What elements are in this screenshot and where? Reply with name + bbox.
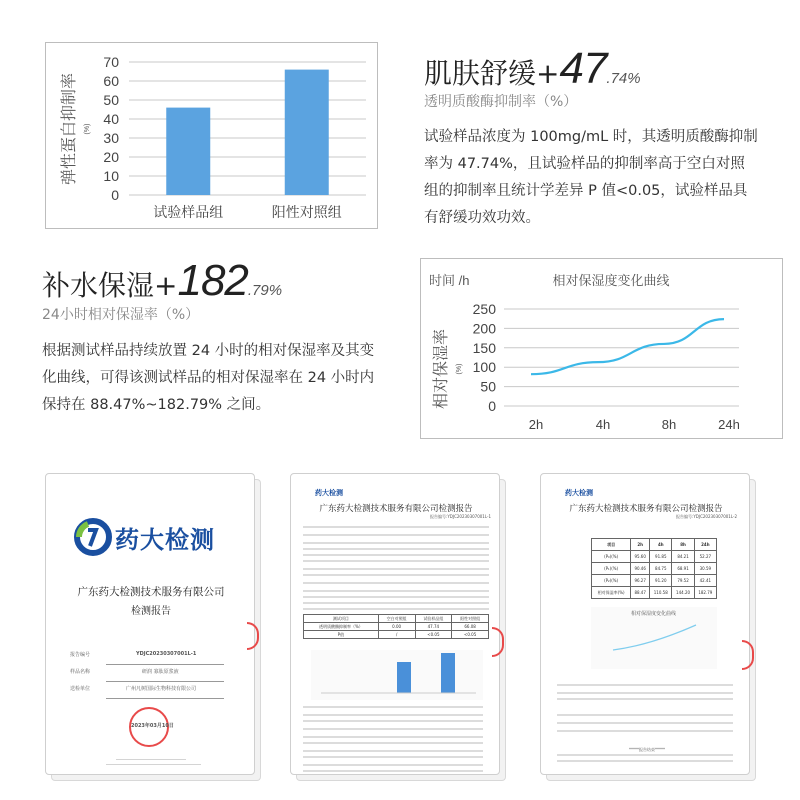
mini-bar-chart: [311, 650, 483, 700]
text-line: [557, 684, 733, 686]
table-cell: 测试项目: [304, 615, 379, 623]
y-tick-label: 200: [472, 320, 496, 337]
text-line: [557, 692, 733, 694]
text-line: [303, 720, 483, 722]
y-tick-label: 150: [472, 339, 496, 356]
divider: [106, 698, 224, 699]
text-line: [303, 596, 489, 598]
bar: [166, 108, 210, 195]
logo-mark-icon: [74, 518, 112, 556]
table-cell: 47.74: [415, 623, 452, 631]
text-line: [303, 750, 483, 752]
table-cell: 84.75: [650, 563, 672, 575]
field-label: 报告编号: [70, 652, 91, 658]
text-line: [303, 764, 483, 766]
table-cell: 阳性对照组: [452, 615, 489, 623]
table-cell: 30.59: [694, 563, 716, 575]
text-line: [303, 590, 489, 592]
table-cell: 96.27: [631, 575, 650, 587]
table-cell: 144.20: [672, 587, 694, 599]
footer-text: [106, 764, 201, 765]
text-line: [303, 742, 483, 744]
x-tick-label: 阳性对照组: [271, 204, 342, 220]
y-axis-label: 相对保湿率: [433, 328, 450, 410]
y-axis-unit: (%): [456, 363, 463, 375]
text-line: [303, 714, 483, 716]
table-cell: 52.27: [694, 551, 716, 563]
report-number: 报告编号:YDJC20230307001L-1: [430, 514, 491, 519]
mini-chart-title: 相对保湿度变化曲线: [631, 611, 677, 617]
text-line: [303, 706, 483, 708]
x-tick-label: 24h: [718, 417, 740, 432]
mini-line-chart: [591, 607, 717, 669]
results-table: [303, 614, 489, 639]
table-cell: 项目: [592, 539, 631, 551]
table-cell: (P₂)(%): [592, 575, 631, 587]
table-row: [592, 539, 717, 551]
table-row: [592, 575, 717, 587]
text-line: [557, 760, 733, 762]
table-cell: P值: [304, 631, 379, 639]
table-cell: (P₁)(%): [592, 563, 631, 575]
field-label: 样品名称: [70, 669, 91, 675]
report-title: 广东药大检测技术服务有限公司检测报告: [319, 504, 473, 514]
table-cell: 8h: [672, 539, 694, 551]
text-line: [303, 534, 489, 536]
table-row: [592, 587, 717, 599]
logo-text: 药大检测: [565, 489, 593, 497]
text-line: [303, 574, 489, 576]
text-line: [303, 756, 483, 758]
table-cell: 91.85: [650, 551, 672, 563]
side-seal: [247, 622, 259, 650]
line-chart-svg: [421, 259, 784, 440]
logo: [74, 518, 215, 556]
y-tick-label: 60: [103, 73, 119, 89]
table-cell: 68.91: [672, 563, 694, 575]
report-number: 报告编号:YDJC20230307001L-2: [676, 514, 737, 519]
results-table: [591, 538, 717, 599]
table-cell: 42.41: [694, 575, 716, 587]
text-line: [303, 736, 483, 738]
report-title: 广东药大检测技术服务有限公司检测报告: [569, 504, 723, 514]
field-value: 研润 寡肽原浆液: [142, 669, 179, 675]
y-tick-label: 50: [103, 92, 119, 108]
report-date: 2023年03月10日: [131, 723, 174, 729]
field-value: 广州凡树国际生物科技有限公司: [126, 686, 197, 692]
logo-text: 药大检测: [115, 525, 215, 554]
y-axis-unit: (%): [84, 123, 91, 135]
headline-value: 182: [177, 256, 248, 305]
headline-decimal: .74%: [606, 70, 641, 87]
table-cell: 4h: [650, 539, 672, 551]
text-line: [303, 548, 489, 550]
inhibition-bar-chart: [45, 42, 378, 229]
y-tick-label: 0: [488, 398, 496, 414]
soothing-subtitle: 透明质酸酶抑制率（%）: [424, 94, 578, 110]
table-cell: 110.58: [650, 587, 672, 599]
text-line: [557, 698, 733, 700]
divider: [106, 664, 224, 665]
table-cell: 66.08: [452, 623, 489, 631]
headline-value: 47: [559, 44, 607, 93]
x-tick-label: 试验样品组: [153, 204, 224, 220]
x-tick-label: 4h: [595, 417, 611, 432]
text-line: [557, 714, 733, 716]
y-tick-label: 20: [103, 149, 119, 165]
y-tick-label: 40: [103, 111, 119, 127]
text-line: [303, 608, 489, 610]
y-tick-label: 10: [103, 168, 119, 184]
table-cell: 79.52: [672, 575, 694, 587]
series-line: [531, 319, 724, 374]
text-line: [557, 754, 733, 756]
table-cell: 透明质酸酶抑制率（%）: [304, 623, 379, 631]
text-line: [303, 526, 489, 528]
bar-chart-svg: [46, 43, 379, 230]
table-cell: 试验样品组: [415, 615, 452, 623]
table-cell: 相对保湿率(%): [592, 587, 631, 599]
headline-decimal: .79%: [247, 282, 283, 299]
table-cell: <0.05: [415, 631, 452, 639]
soothing-description: 试验样品浓度为 100mg/mL 时，其透明质酸酶抑制率为 47.74%，且试验样品的抑制率高于空白对照组的抑制率且统计学差异 P 值<0.05，试验样品具有舒缓功效功效。: [424, 129, 758, 226]
report-page-moisture: [540, 473, 750, 775]
x-tick-label: 2h: [528, 417, 544, 432]
table-cell: 空白对照组: [378, 615, 415, 623]
y-tick-label: 250: [472, 301, 496, 317]
y-tick-label: 100: [472, 359, 496, 376]
table-row: [592, 551, 717, 563]
moisture-line-chart: [420, 258, 783, 439]
soothing-headline: [424, 44, 641, 94]
text-line: [557, 722, 733, 724]
side-seal: [742, 640, 754, 670]
x-tick-label: 8h: [661, 417, 677, 432]
mini-line: [613, 625, 696, 650]
report-page-hyaluronidase: [290, 473, 500, 775]
table-cell: 182.79: [694, 587, 716, 599]
table-cell: 90.46: [631, 563, 650, 575]
text-line: [303, 568, 489, 570]
table-cell: 2h: [631, 539, 650, 551]
table-cell: (P₀)(%): [592, 551, 631, 563]
headline-label: 肌肤舒缓+: [424, 57, 560, 90]
end-note: *****报告结束*****: [629, 747, 665, 752]
x-axis-label: 时间 /h: [429, 273, 470, 288]
table-cell: 95.60: [631, 551, 650, 563]
logo-text: 药大检测: [315, 489, 343, 497]
footer-text: [116, 759, 186, 760]
text-line: [303, 542, 489, 544]
report-cover-page: [45, 473, 255, 775]
bar: [285, 70, 329, 195]
table-cell: 84.21: [672, 551, 694, 563]
text-line: [557, 730, 733, 732]
moisture-description: 根据测试样品持续放置 24 小时的相对保湿率及其变化曲线，可得该测试样品的相对保湿率在 24 小时内保持在 88.47%~182.79% 之间。: [42, 343, 375, 413]
text-line: [303, 728, 483, 730]
table-cell: 24h: [694, 539, 716, 551]
report-title: 检测报告: [131, 606, 171, 617]
y-tick-label: 0: [111, 187, 119, 203]
headline-label: 补水保湿+: [42, 269, 178, 302]
table-cell: <0.05: [452, 631, 489, 639]
mini-bar: [441, 653, 455, 693]
table-cell: 0.00: [378, 623, 415, 631]
y-tick-label: 30: [103, 130, 119, 146]
text-line: [303, 770, 483, 772]
company-name: 广东药大检测技术服务有限公司: [77, 586, 225, 598]
mini-bar: [397, 662, 411, 693]
side-seal: [492, 627, 504, 657]
field-label: 送检单位: [70, 686, 91, 692]
text-line: [303, 582, 489, 584]
field-value: YDJC20230307001L-1: [136, 651, 197, 657]
text-line: [303, 554, 489, 556]
table-cell: 88.47: [631, 587, 650, 599]
table-cell: 91.20: [650, 575, 672, 587]
table-cell: /: [378, 631, 415, 639]
text-line: [303, 602, 489, 604]
table-row: [592, 563, 717, 575]
y-tick-label: 70: [103, 54, 119, 70]
divider: [106, 681, 224, 682]
chart-title: 相对保湿度变化曲线: [552, 273, 670, 288]
y-axis-label: 弹性蛋白抑制率: [61, 72, 78, 186]
y-tick-label: 50: [480, 378, 496, 395]
moisture-headline: [42, 256, 282, 306]
moisture-subtitle: 24小时相对保湿率（%）: [42, 307, 200, 323]
text-line: [303, 560, 489, 562]
